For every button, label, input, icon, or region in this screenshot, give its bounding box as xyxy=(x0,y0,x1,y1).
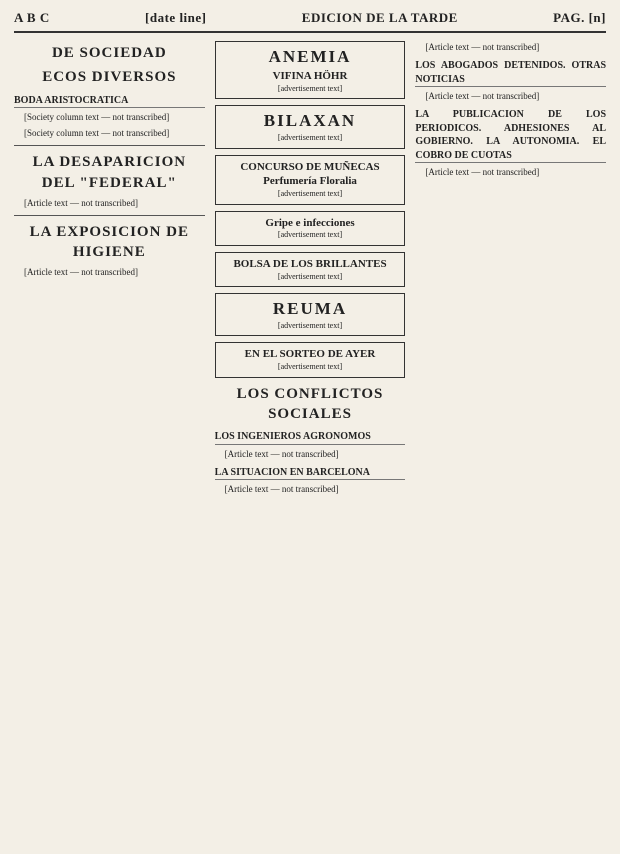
ad-text: [advertisement text] xyxy=(277,271,343,281)
page-number: PAG. [n] xyxy=(553,10,606,25)
paragraph: [Article text — not transcribed] xyxy=(425,42,540,52)
date-line: [date line] xyxy=(145,10,207,25)
paragraph: [Society column text — not transcribed] xyxy=(24,112,170,122)
paper-name: A B C xyxy=(14,10,50,25)
ad-title: CONCURSO DE MUÑECAS xyxy=(240,160,380,173)
ad-anemia xyxy=(215,41,406,99)
ad-text: [advertisement text] xyxy=(277,320,343,330)
section-heading: BODA ARISTOCRATICA xyxy=(14,94,205,109)
column-3 xyxy=(415,41,606,831)
ad-floralia xyxy=(215,155,406,205)
ad-text: [advertisement text] xyxy=(277,362,343,372)
ad-title: BOLSA DE LOS BRILLANTES xyxy=(233,257,387,270)
ad-title: EN EL SORTEO DE AYER xyxy=(244,348,376,361)
masthead xyxy=(14,10,606,33)
section-heading: LA SITUACION EN BARCELONA xyxy=(215,466,406,481)
section-heading: LA PUBLICACION DE LOS PERIODICOS. ADHESIONES AL GOBIERNO. LA AUTONOMIA. EL COBRO DE CUOTAS xyxy=(415,108,606,163)
ad-text: [advertisement text] xyxy=(277,189,343,199)
paragraph: [Article text — not transcribed] xyxy=(425,167,540,178)
ad-subtitle: Perfumería Floralia xyxy=(263,175,357,188)
headline-federal: LA DESAPARICION DEL "FEDERAL" xyxy=(32,154,187,191)
ad-brillantes xyxy=(215,252,406,287)
ad-bilaxan xyxy=(215,105,406,148)
paragraph: [Article text — not transcribed] xyxy=(224,484,339,495)
column-1 xyxy=(14,41,205,831)
edition-label: EDICION DE LA TARDE xyxy=(301,10,458,25)
ad-reuma xyxy=(215,293,406,336)
ad-title: BILAXAN xyxy=(263,111,357,131)
paragraph: [Article text — not transcribed] xyxy=(224,448,339,459)
paragraph: [Society column text — not transcribed] xyxy=(24,128,170,139)
ad-text: [advertisement text] xyxy=(277,83,343,93)
section-heading: LOS ABOGADOS DETENIDOS. OTRAS NOTICIAS xyxy=(415,59,606,87)
column-2 xyxy=(215,41,406,831)
ad-text: [advertisement text] xyxy=(277,230,343,240)
ad-gripe xyxy=(215,211,406,246)
ad-title: Gripe e infecciones xyxy=(265,216,355,229)
headline-exposicion: LA EXPOSICION DE HIGIENE xyxy=(29,223,190,261)
ad-subtitle: VIFINA HÖHR xyxy=(272,69,348,82)
ad-title: REUMA xyxy=(272,299,348,319)
society-title: DE SOCIEDAD xyxy=(51,45,167,61)
paragraph: [Article text — not transcribed] xyxy=(24,197,138,208)
paragraph: [Article text — not transcribed] xyxy=(24,267,138,278)
ad-text: [advertisement text] xyxy=(277,133,343,143)
ad-sorteo xyxy=(215,342,406,377)
paragraph: [Article text — not transcribed] xyxy=(425,91,540,102)
headline-conflictos: LOS CONFLICTOS SOCIALES xyxy=(236,385,384,422)
section-heading: LOS INGENIEROS AGRONOMOS xyxy=(215,430,406,445)
society-subtitle: ECOS DIVERSOS xyxy=(42,69,177,86)
ad-title: ANEMIA xyxy=(268,47,352,66)
